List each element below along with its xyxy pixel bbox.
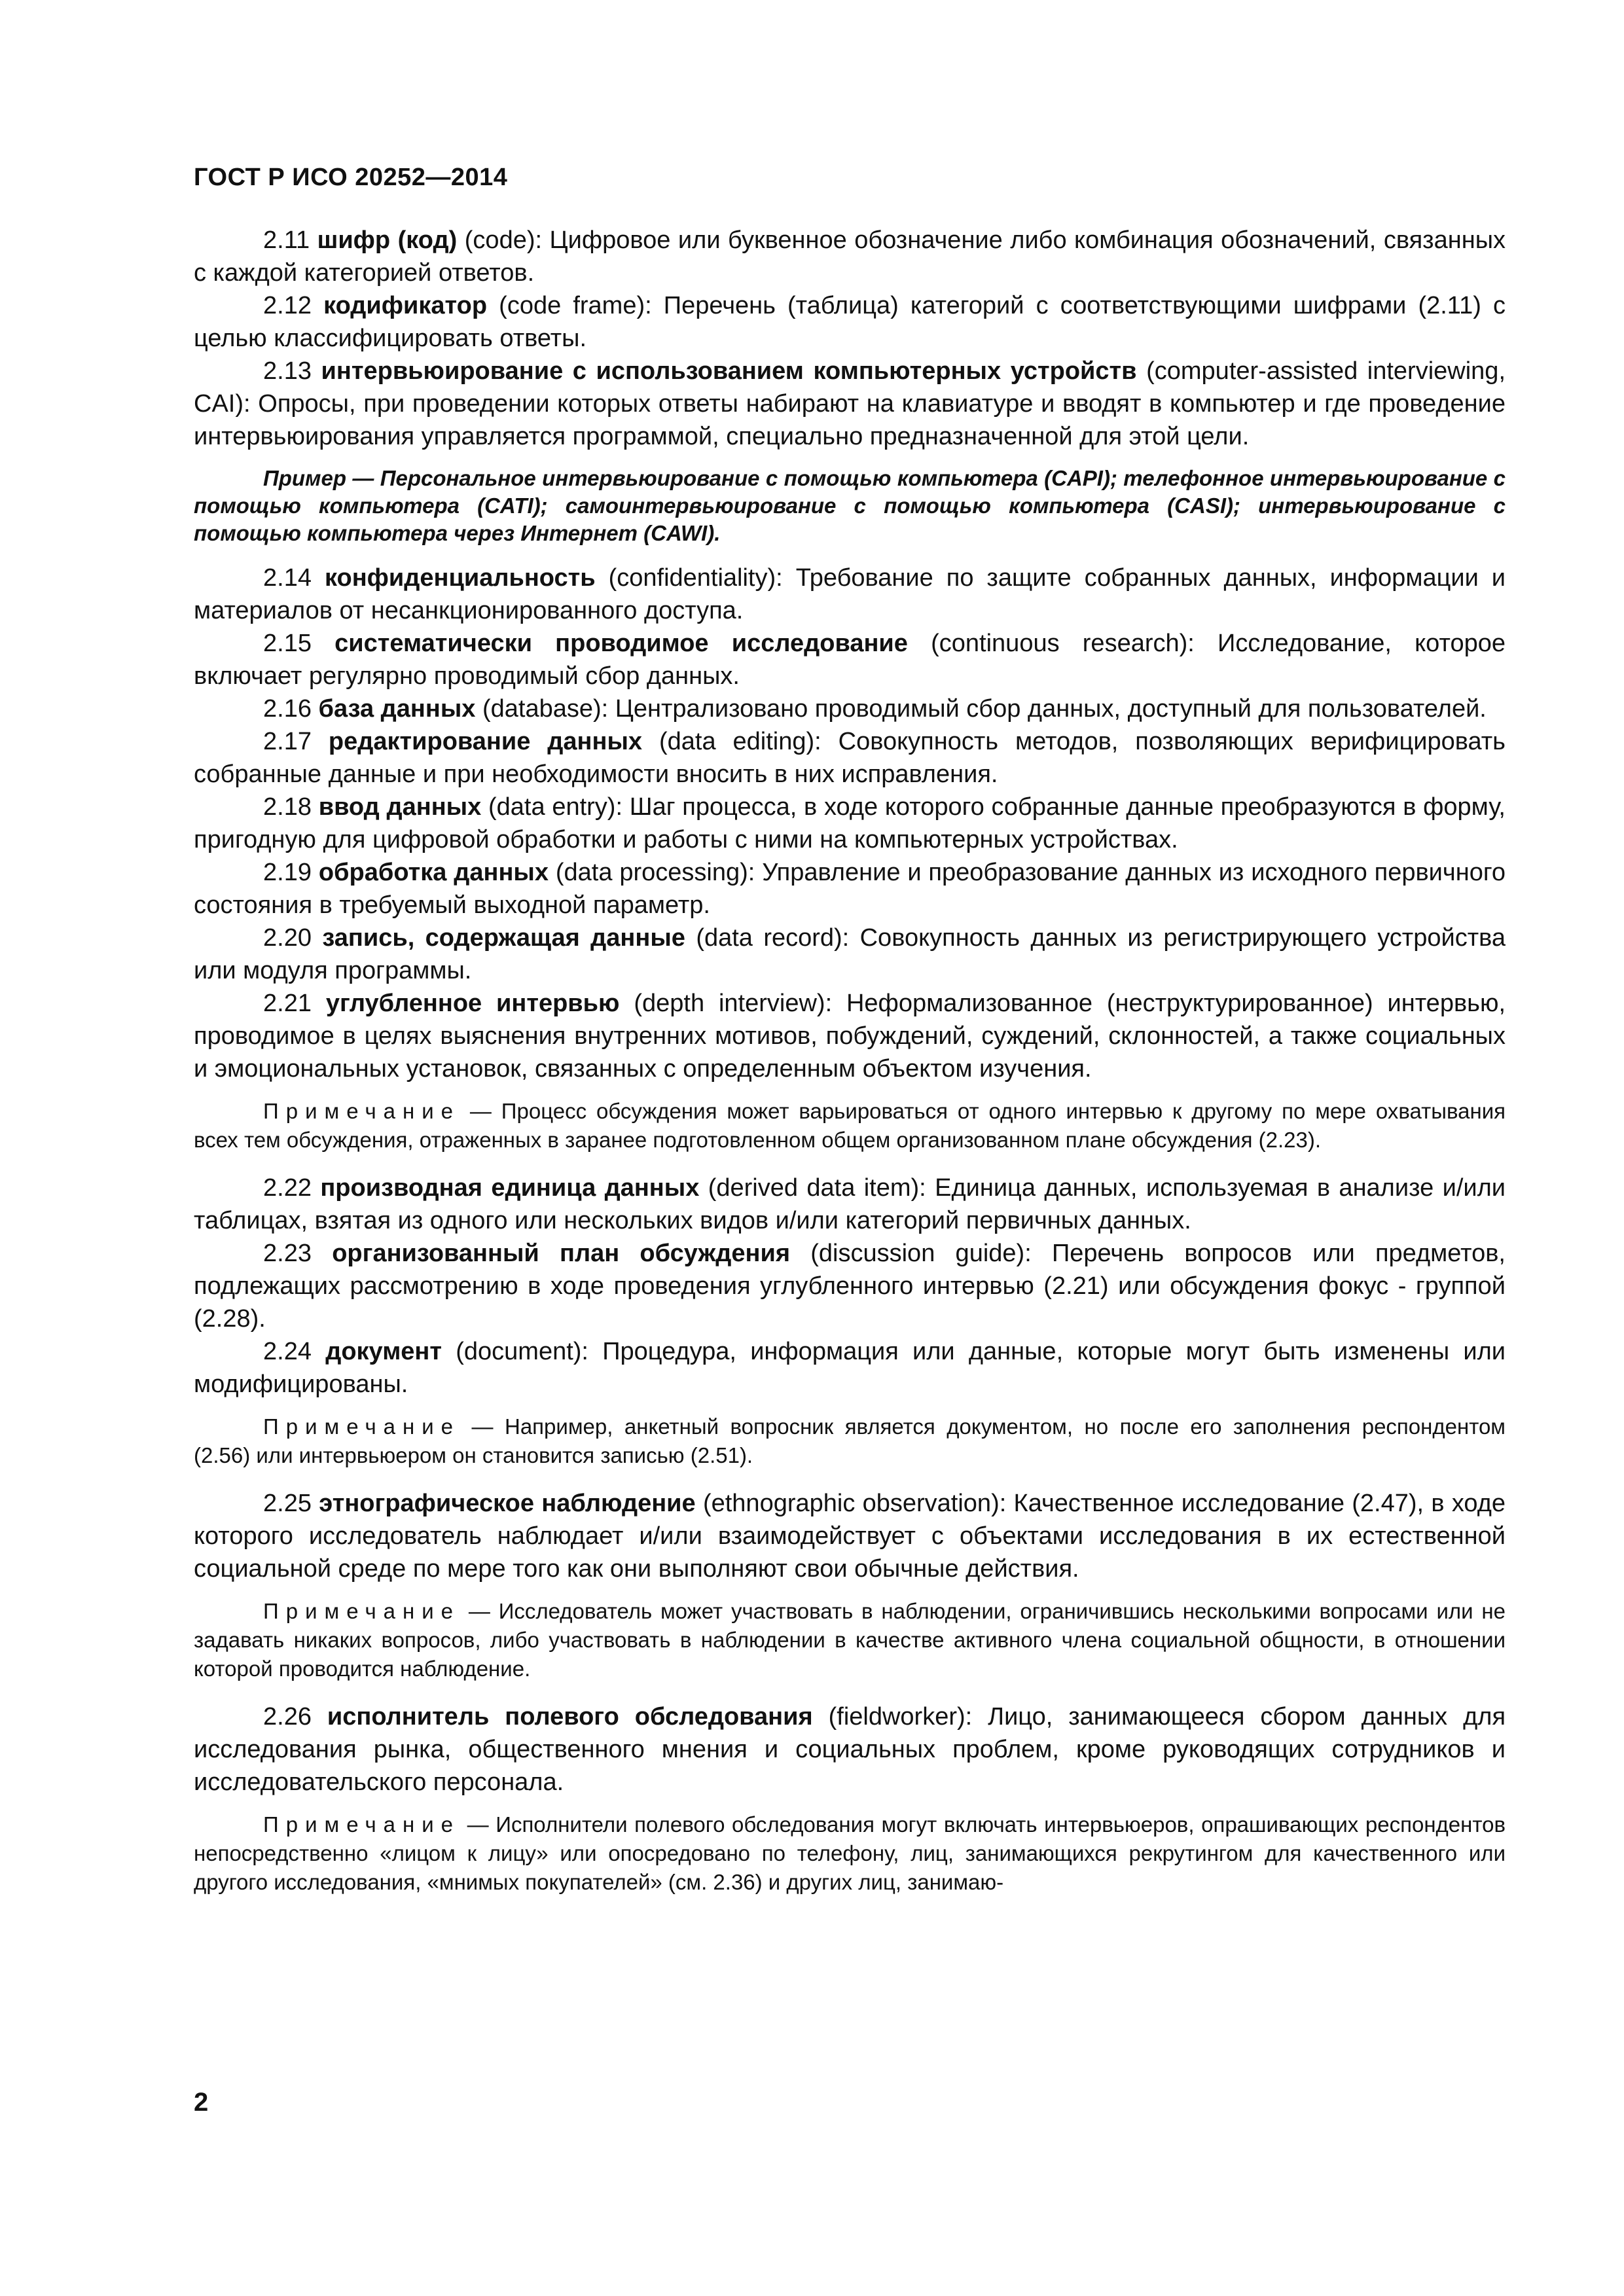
entry-term: ввод данных — [318, 793, 482, 821]
entry-number: 2.18 — [263, 793, 312, 821]
entry-number: 2.11 — [263, 226, 310, 254]
definition-entry-2-12 — [194, 289, 1506, 355]
entry-term: систематически проводимое исследование — [334, 630, 908, 657]
entry-text: (data processing): Управление и преобразование данных из исходного первичного состояния в требуемый выходной параметр. — [194, 859, 1506, 919]
entry-text: (ethnographic observation): Качественное исследование (2.47), в ходе которого исследователь наблюдает и/или взаимодействует с объектами исследования в их естественной социальной среде по мере того как они выполняют свои обычные действия. — [194, 1490, 1506, 1583]
entry-text: (code): Цифровое или буквенное обозначение либо комбинация обозначений, связанных с каждой категорией ответов. — [194, 226, 1506, 287]
entry-term: организованный план обсуждения — [332, 1240, 791, 1267]
document-body — [194, 224, 1506, 1914]
note-label: Примечание — [263, 1099, 461, 1123]
entry-number: 2.25 — [263, 1490, 312, 1517]
definition-entry-2-11 — [194, 224, 1506, 289]
entry-number: 2.15 — [263, 630, 312, 657]
definition-entry-2-18 — [194, 791, 1506, 856]
definition-entry-2-17 — [194, 725, 1506, 791]
note-label: Примечание — [263, 1414, 461, 1439]
entry-number: 2.23 — [263, 1240, 312, 1267]
entry-text: (continuous research): Исследование, которое включает регулярно проводимый сбор данных. — [194, 630, 1506, 690]
note-block — [194, 1597, 1506, 1683]
note-text: — Процесс обсуждения может варьироваться от одного интервью к другому по мере охватывания всех тем обсуждения, отраженных в заранее подготовленном общем организованном плане обсуждения (2.23). — [194, 1099, 1506, 1152]
entry-text: (document): Процедура, информация или данные, которые могут быть изменены или модифицированы. — [194, 1338, 1506, 1398]
entry-number: 2.20 — [263, 924, 312, 952]
entry-text: (confidentiality): Требование по защите собранных данных, информации и материалов от несанкционированного доступа. — [194, 564, 1506, 624]
entry-term: шифр (код) — [317, 226, 458, 254]
entry-text: (derived data item): Единица данных, используемая в анализе и/или таблицах, взятая из одного или нескольких видов и/или категорий первичных данных. — [194, 1174, 1506, 1234]
entry-term: кодификатор — [323, 292, 488, 319]
entry-text: (database): Централизовано проводимый сбор данных, доступный для пользователей. — [482, 695, 1487, 723]
document-header-title: ГОСТ Р ИСО 20252—2014 — [194, 164, 508, 191]
entry-number: 2.22 — [263, 1174, 312, 1202]
entry-term: обработка данных — [318, 859, 549, 886]
entry-term: исполнитель полевого обследования — [327, 1703, 813, 1731]
definition-entry-2-15 — [194, 627, 1506, 692]
entry-term: этнографическое наблюдение — [319, 1490, 696, 1517]
entry-text: (discussion guide): Перечень вопросов или предметов, подлежащих рассмотрению в ходе проведения углубленного интервью (2.21) или обсуждения фокус - группой (2.28). — [194, 1240, 1506, 1333]
definition-entry-2-24 — [194, 1335, 1506, 1401]
note-block — [194, 1810, 1506, 1897]
entry-term: база данных — [318, 695, 476, 723]
entry-number: 2.19 — [263, 859, 312, 886]
entry-number: 2.17 — [263, 728, 312, 755]
definition-entry-2-13 — [194, 355, 1506, 453]
definition-entry-2-23 — [194, 1237, 1506, 1335]
entry-number: 2.14 — [263, 564, 312, 592]
definition-entry-2-21 — [194, 987, 1506, 1085]
definition-entry-2-14 — [194, 562, 1506, 627]
definition-entry-2-16 — [194, 692, 1506, 725]
entry-number: 2.12 — [263, 292, 312, 319]
entry-term: конфиденциальность — [324, 564, 596, 592]
note-block — [194, 1097, 1506, 1155]
definition-entry-2-19 — [194, 856, 1506, 922]
note-label: Примечание — [263, 1812, 461, 1837]
entry-term: документ — [325, 1338, 442, 1365]
entry-text: (data record): Совокупность данных из регистрирующего устройства или модуля программы. — [194, 924, 1506, 984]
definition-entry-2-25 — [194, 1487, 1506, 1585]
page-number: 2 — [194, 2088, 209, 2117]
entry-text: (computer-assisted interviewing, CAI): Опросы, при проведении которых ответы набирают на клавиатуре и вводят в компьютер и где проведение интервьюирования управляется программой, специально предназначенной для этой цели. — [194, 357, 1506, 450]
entry-number: 2.24 — [263, 1338, 312, 1365]
definition-entry-2-22 — [194, 1172, 1506, 1237]
entry-number: 2.16 — [263, 695, 312, 723]
entry-number: 2.26 — [263, 1703, 312, 1731]
entry-term: запись, содержащая данные — [322, 924, 685, 952]
note-text: — Исследователь может участвовать в наблюдении, ограничившись несколькими вопросами или не задавать никаких вопросов, либо участвовать в наблюдении в качестве активного члена социальной общности, в отношении которой проводится наблюдение. — [194, 1599, 1506, 1681]
entry-term: интервьюирование с использованием компьютерных устройств — [321, 357, 1137, 385]
definition-entry-2-20 — [194, 922, 1506, 987]
entry-text: (fieldworker): Лицо, занимающееся сбором данных для исследования рынка, общественного мнения и социальных проблем, кроме руководящих сотрудников и исследовательского персонала. — [194, 1703, 1506, 1796]
entry-term: углубленное интервью — [325, 990, 620, 1017]
example-block: Пример — Персональное интервьюирование с помощью компьютера (CAPI); телефонное интервьюирование с помощью компьютера (CATI); самоинтервьюирование с помощью компьютера (CASI); интервьюирование с помощью компьютера через Интернет (CAWI). — [194, 466, 1506, 545]
entry-text: (data editing): Совокупность методов, позволяющих верифицировать собранные данные и при необходимости вносить в них исправления. — [194, 728, 1506, 788]
entry-term: производная единица данных — [320, 1174, 700, 1202]
entry-number: 2.13 — [263, 357, 312, 385]
note-text: — Например, анкетный вопросник является документом, но после его заполнения респондентом (2.56) или интервьюером он становится записью (2.51). — [194, 1414, 1506, 1467]
entry-text: (depth interview): Неформализованное (неструктурированное) интервью, проводимое в целях выяснения внутренних мотивов, побуждений, суждений, склонностей, а также социальных и эмоциональных установок, связанных с определенным объектом изучения. — [194, 990, 1506, 1083]
entry-term: редактирование данных — [328, 728, 643, 755]
entry-text: (data entry): Шаг процесса, в ходе которого собранные данные преобразуются в форму, пригодную для цифровой обработки и работы с ними на компьютерных устройствах. — [194, 793, 1506, 853]
definition-entry-2-26 — [194, 1700, 1506, 1799]
entry-number: 2.21 — [263, 990, 312, 1017]
note-block — [194, 1412, 1506, 1470]
note-label: Примечание — [263, 1599, 461, 1623]
entry-text: (code frame): Перечень (таблица) категорий с соответствующими шифрами (2.11) с целью классифицировать ответы. — [194, 292, 1506, 352]
note-text: — Исполнители полевого обследования могут включать интервьюеров, опрашивающих респондентов непосредственно «лицом к лицу» или опосредовано по телефону, лиц, занимающихся рекрутингом для качественного или другого исследования, «мнимых покупателей» (см. 2.36) и других лиц, занимаю- — [194, 1812, 1506, 1894]
